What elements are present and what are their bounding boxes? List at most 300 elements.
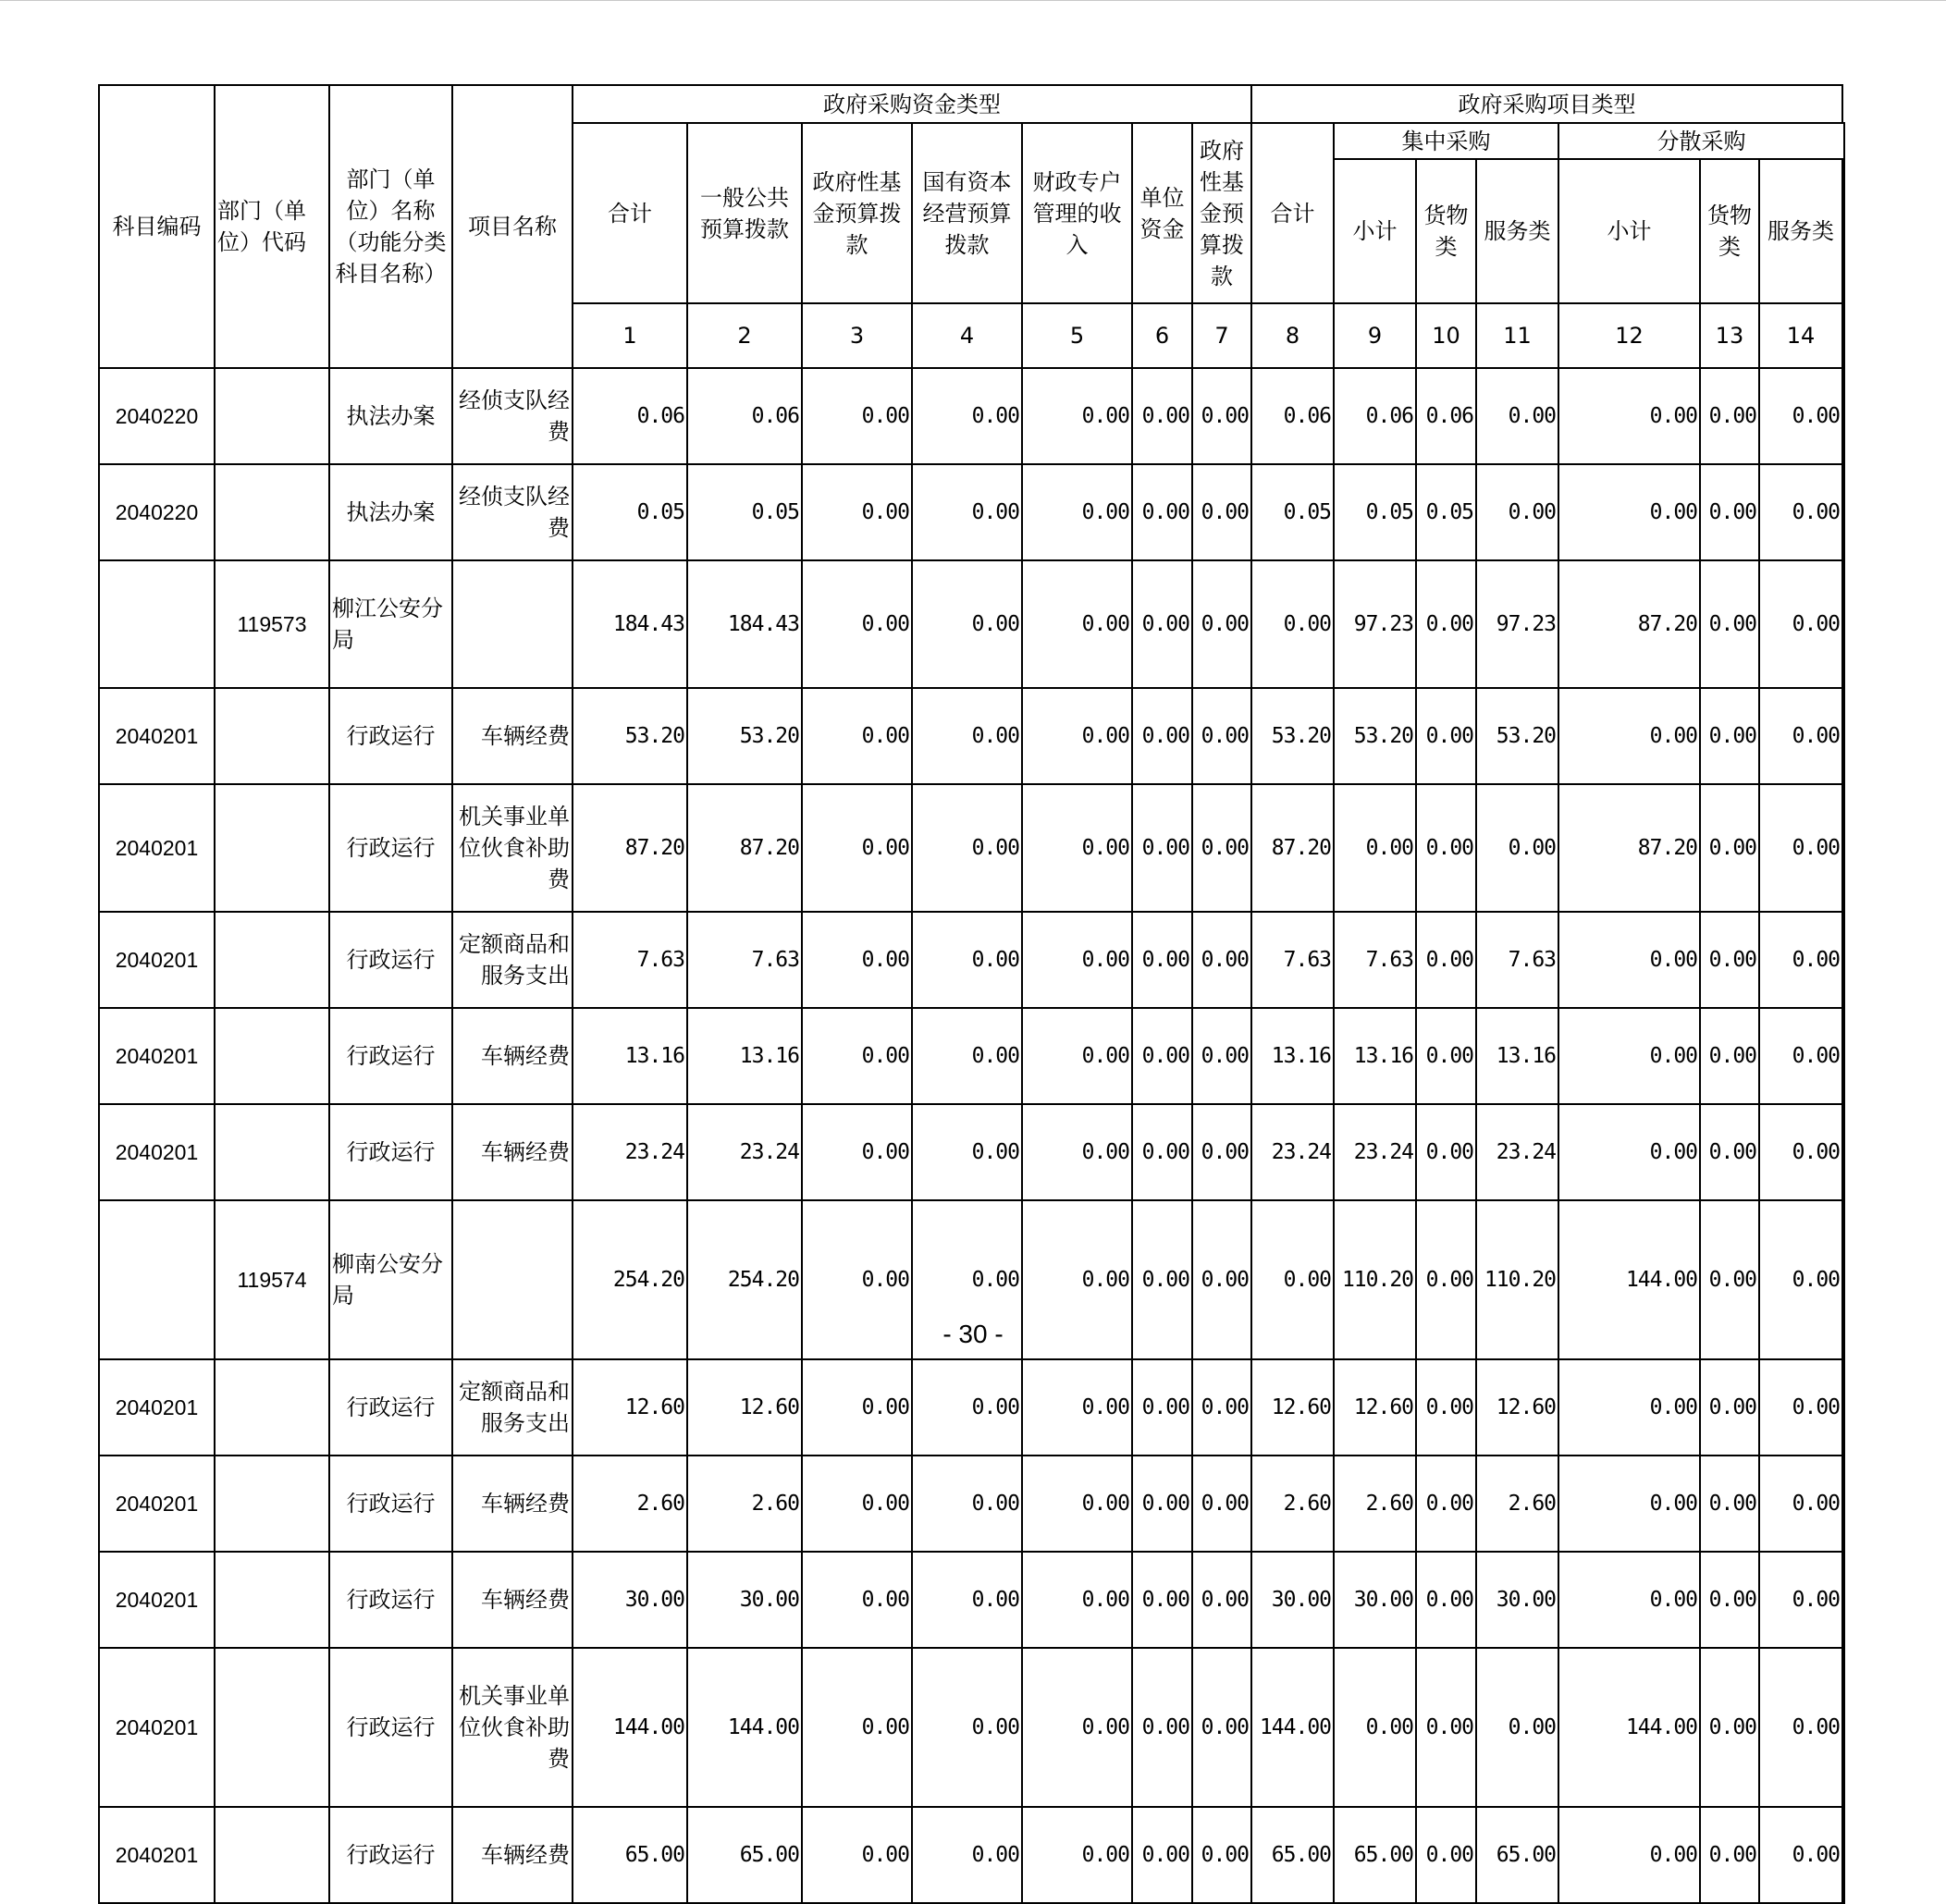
value-cell: 0.00 [1416, 1008, 1476, 1104]
table-row [99, 912, 1844, 1008]
table-row [99, 368, 1844, 464]
value-cell: 12.60 [1334, 1359, 1416, 1456]
value-cell: 0.00 [1700, 1200, 1759, 1359]
value-cell: 0.00 [1759, 464, 1842, 560]
value-cell: 0.00 [912, 688, 1022, 784]
value-cell: 23.24 [573, 1104, 687, 1200]
value-cell: 0.00 [1759, 1552, 1842, 1648]
value-cell: 2.60 [687, 1456, 802, 1552]
dept-name-cell: 行政运行 [329, 1104, 452, 1200]
value-cell: 0.00 [912, 1456, 1022, 1552]
value-cell: 110.20 [1476, 1200, 1558, 1359]
subject-code-cell: 2040201 [99, 688, 215, 784]
value-cell: 0.00 [802, 368, 912, 464]
value-cell: 0.00 [1476, 368, 1558, 464]
header-d-services: 服务类 [1759, 159, 1842, 303]
value-cell: 0.00 [1700, 464, 1759, 560]
value-cell: 0.00 [912, 560, 1022, 688]
value-cell: 184.43 [687, 560, 802, 688]
header-dept-code: 部门（单位）代码 [215, 85, 329, 368]
value-cell: 13.16 [687, 1008, 802, 1104]
value-cell: 0.00 [1192, 912, 1251, 1008]
value-cell: 0.00 [912, 368, 1022, 464]
value-cell: 0.00 [802, 464, 912, 560]
dept-name-cell: 执法办案 [329, 368, 452, 464]
value-cell: 0.00 [912, 1648, 1022, 1807]
value-cell: 23.24 [1251, 1104, 1334, 1200]
column-number: 11 [1476, 303, 1558, 368]
value-cell: 0.00 [1132, 1456, 1192, 1552]
value-cell: 0.00 [1022, 1552, 1132, 1648]
project-name-cell: 车辆经费 [452, 1008, 573, 1104]
column-number: 12 [1558, 303, 1700, 368]
value-cell: 144.00 [1558, 1648, 1700, 1807]
value-cell [1842, 368, 1844, 464]
value-cell: 0.00 [1022, 1359, 1132, 1456]
column-number: 8 [1251, 303, 1334, 368]
dept-name-cell: 行政运行 [329, 688, 452, 784]
project-name-cell: 机关事业单位伙食补助费 [452, 784, 573, 912]
value-cell: 0.00 [1416, 1200, 1476, 1359]
header-state-capital: 国有资本经营预算拨款 [912, 123, 1022, 303]
header-total-fund: 合计 [573, 123, 687, 303]
dept-name-cell: 行政运行 [329, 912, 452, 1008]
value-cell: 0.00 [1192, 1456, 1251, 1552]
value-cell: 0.05 [1334, 464, 1416, 560]
dept-code-cell [215, 368, 329, 464]
value-cell: 0.00 [1416, 1648, 1476, 1807]
header-d-subtotal: 小计 [1558, 159, 1700, 303]
dept-name-cell: 柳江公安分局 [329, 560, 452, 688]
value-cell: 0.00 [1022, 560, 1132, 688]
value-cell [1842, 688, 1844, 784]
value-cell: 53.20 [1334, 688, 1416, 784]
value-cell: 0.00 [1022, 1008, 1132, 1104]
value-cell: 13.16 [573, 1008, 687, 1104]
value-cell: 0.00 [1132, 784, 1192, 912]
value-cell: 0.06 [573, 368, 687, 464]
table-row [99, 1104, 1844, 1200]
value-cell: 23.24 [687, 1104, 802, 1200]
value-cell [1842, 1648, 1844, 1807]
value-cell: 0.00 [1759, 368, 1842, 464]
value-cell: 0.00 [1022, 464, 1132, 560]
value-cell: 110.20 [1334, 1200, 1416, 1359]
subject-code-cell: 2040201 [99, 784, 215, 912]
value-cell: 0.00 [802, 1552, 912, 1648]
value-cell: 0.06 [1334, 368, 1416, 464]
column-number: 3 [802, 303, 912, 368]
value-cell: 0.00 [1132, 1807, 1192, 1903]
value-cell: 0.00 [1416, 1359, 1476, 1456]
column-number: 13 [1700, 303, 1759, 368]
value-cell: 0.00 [1192, 1200, 1251, 1359]
value-cell: 0.00 [1132, 688, 1192, 784]
value-cell: 30.00 [1334, 1552, 1416, 1648]
value-cell [1842, 1456, 1844, 1552]
header-unit-funds: 单位资金 [1132, 123, 1192, 303]
value-cell: 0.00 [802, 1648, 912, 1807]
value-cell: 0.00 [1558, 1104, 1700, 1200]
value-cell: 13.16 [1334, 1008, 1416, 1104]
subject-code-cell [99, 560, 215, 688]
value-cell: 0.00 [1759, 912, 1842, 1008]
project-name-cell: 车辆经费 [452, 688, 573, 784]
value-cell: 0.00 [1022, 1200, 1132, 1359]
value-cell: 0.00 [1192, 784, 1251, 912]
value-cell: 87.20 [1558, 560, 1700, 688]
value-cell: 0.00 [1558, 1807, 1700, 1903]
value-cell: 0.00 [1251, 560, 1334, 688]
value-cell: 0.00 [1476, 784, 1558, 912]
subject-code-cell: 2040201 [99, 1359, 215, 1456]
value-cell: 0.00 [912, 784, 1022, 912]
value-cell: 0.00 [912, 1104, 1022, 1200]
value-cell: 0.05 [573, 464, 687, 560]
value-cell: 0.00 [1416, 1807, 1476, 1903]
project-name-cell: 车辆经费 [452, 1104, 573, 1200]
dept-name-cell: 行政运行 [329, 1552, 452, 1648]
value-cell [1842, 1359, 1844, 1456]
value-cell: 0.00 [912, 1008, 1022, 1104]
value-cell: 0.00 [1022, 784, 1132, 912]
subject-code-cell: 2040201 [99, 1807, 215, 1903]
value-cell: 0.00 [1700, 368, 1759, 464]
value-cell: 0.00 [1700, 1104, 1759, 1200]
header-c-goods: 货物类 [1416, 159, 1476, 303]
value-cell: 0.00 [1700, 688, 1759, 784]
value-cell: 0.05 [1416, 464, 1476, 560]
value-cell: 97.23 [1476, 560, 1558, 688]
header-general-budget: 一般公共预算拨款 [687, 123, 802, 303]
project-name-cell: 经侦支队经费 [452, 464, 573, 560]
value-cell: 0.00 [1759, 1008, 1842, 1104]
value-cell: 0.00 [1759, 1359, 1842, 1456]
value-cell: 65.00 [573, 1807, 687, 1903]
value-cell: 0.00 [1132, 368, 1192, 464]
value-cell: 0.00 [1416, 912, 1476, 1008]
value-cell: 0.00 [1416, 1552, 1476, 1648]
value-cell: 0.00 [1759, 1648, 1842, 1807]
value-cell: 0.00 [1558, 464, 1700, 560]
table-row [99, 1456, 1844, 1552]
value-cell: 53.20 [1251, 688, 1334, 784]
value-cell: 65.00 [1251, 1807, 1334, 1903]
value-cell: 87.20 [1251, 784, 1334, 912]
value-cell: 0.00 [1759, 1807, 1842, 1903]
value-cell: 144.00 [573, 1648, 687, 1807]
project-name-cell: 机关事业单位伙食补助费 [452, 1648, 573, 1807]
subject-code-cell: 2040201 [99, 1552, 215, 1648]
value-cell: 0.00 [1759, 560, 1842, 688]
value-cell: 2.60 [573, 1456, 687, 1552]
value-cell: 0.05 [687, 464, 802, 560]
value-cell: 0.00 [1700, 784, 1759, 912]
dept-code-cell [215, 1648, 329, 1807]
value-cell: 254.20 [687, 1200, 802, 1359]
value-cell: 0.00 [1132, 1104, 1192, 1200]
table-header [99, 85, 1844, 368]
table-row [99, 1648, 1844, 1807]
value-cell: 0.00 [1192, 1807, 1251, 1903]
value-cell: 0.00 [802, 1807, 912, 1903]
column-number: 4 [912, 303, 1022, 368]
value-cell: 30.00 [1251, 1552, 1334, 1648]
value-cell: 0.06 [1251, 368, 1334, 464]
value-cell: 0.06 [1416, 368, 1476, 464]
dept-code-cell [215, 1359, 329, 1456]
value-cell: 0.00 [802, 560, 912, 688]
value-cell: 0.00 [912, 1807, 1022, 1903]
dept-code-cell [215, 1008, 329, 1104]
value-cell: 0.00 [1558, 1552, 1700, 1648]
value-cell: 0.06 [687, 368, 802, 464]
value-cell: 0.00 [1476, 464, 1558, 560]
dept-code-cell: 119573 [215, 560, 329, 688]
value-cell: 7.63 [687, 912, 802, 1008]
value-cell: 23.24 [1476, 1104, 1558, 1200]
value-cell [1842, 1552, 1844, 1648]
value-cell: 0.00 [1132, 1648, 1192, 1807]
subject-code-cell: 2040220 [99, 368, 215, 464]
value-cell: 0.00 [1759, 688, 1842, 784]
dept-name-cell: 柳南公安分局 [329, 1200, 452, 1359]
value-cell [1842, 784, 1844, 912]
value-cell: 0.00 [1192, 1552, 1251, 1648]
value-cell: 0.00 [1192, 560, 1251, 688]
value-cell [1842, 1807, 1844, 1903]
value-cell: 53.20 [1476, 688, 1558, 784]
value-cell: 87.20 [687, 784, 802, 912]
project-name-cell: 定额商品和服务支出 [452, 912, 573, 1008]
value-cell: 0.00 [1132, 1008, 1192, 1104]
dept-code-cell [215, 1456, 329, 1552]
page-number: - 30 - [942, 1320, 1004, 1348]
dept-name-cell: 行政运行 [329, 1648, 452, 1807]
header-d-services-2 [1842, 159, 1844, 303]
table-row [99, 1359, 1844, 1456]
value-cell: 2.60 [1476, 1456, 1558, 1552]
column-number: 1 [573, 303, 687, 368]
table-body [99, 368, 1844, 1903]
value-cell: 0.00 [1476, 1648, 1558, 1807]
header-project-name: 项目名称 [452, 85, 573, 368]
value-cell: 0.00 [912, 464, 1022, 560]
project-name-cell: 定额商品和服务支出 [452, 1359, 573, 1456]
top-border-line [0, 0, 1946, 1]
column-number: 9 [1334, 303, 1416, 368]
value-cell: 0.00 [1700, 1359, 1759, 1456]
value-cell: 0.00 [912, 1359, 1022, 1456]
value-cell: 0.00 [1416, 560, 1476, 688]
value-cell: 144.00 [1558, 1200, 1700, 1359]
value-cell: 0.00 [1132, 1552, 1192, 1648]
value-cell: 0.00 [1022, 1807, 1132, 1903]
table-row [99, 1552, 1844, 1648]
value-cell: 12.60 [573, 1359, 687, 1456]
header-decentralized: 分散采购 [1558, 123, 1844, 159]
value-cell: 0.00 [912, 1552, 1022, 1648]
value-cell: 0.00 [912, 912, 1022, 1008]
value-cell: 0.00 [1192, 688, 1251, 784]
header-dept-name: 部门（单位）名称（功能分类科目名称） [329, 85, 452, 368]
value-cell: 184.43 [573, 560, 687, 688]
table-row [99, 464, 1844, 560]
value-cell [1842, 912, 1844, 1008]
value-cell: 0.00 [1334, 784, 1416, 912]
value-cell [1842, 464, 1844, 560]
subject-code-cell: 2040201 [99, 1456, 215, 1552]
value-cell: 0.00 [1759, 784, 1842, 912]
value-cell: 0.00 [1022, 1104, 1132, 1200]
value-cell: 0.00 [1251, 1200, 1334, 1359]
value-cell: 0.00 [1192, 1008, 1251, 1104]
value-cell: 0.00 [1192, 464, 1251, 560]
project-name-cell: 车辆经费 [452, 1456, 573, 1552]
value-cell: 0.00 [1558, 1456, 1700, 1552]
value-cell: 0.00 [1022, 688, 1132, 784]
procurement-budget-table [98, 84, 1845, 1904]
value-cell: 0.00 [1022, 912, 1132, 1008]
value-cell: 12.60 [687, 1359, 802, 1456]
value-cell: 0.00 [1416, 1456, 1476, 1552]
dept-code-cell [215, 784, 329, 912]
value-cell: 0.00 [802, 1456, 912, 1552]
value-cell [1842, 1104, 1844, 1200]
value-cell: 0.00 [802, 1008, 912, 1104]
value-cell: 12.60 [1251, 1359, 1334, 1456]
column-number: 6 [1132, 303, 1192, 368]
value-cell: 0.00 [1700, 560, 1759, 688]
value-cell: 13.16 [1251, 1008, 1334, 1104]
value-cell: 0.00 [1192, 368, 1251, 464]
dept-name-cell: 行政运行 [329, 1456, 452, 1552]
value-cell: 0.00 [1558, 1359, 1700, 1456]
value-cell: 30.00 [687, 1552, 802, 1648]
value-cell: 0.00 [1700, 912, 1759, 1008]
column-number: 5 [1022, 303, 1132, 368]
value-cell: 30.00 [1476, 1552, 1558, 1648]
value-cell: 0.00 [1558, 688, 1700, 784]
header-subject-code: 科目编码 [99, 85, 215, 368]
value-cell: 7.63 [1334, 912, 1416, 1008]
dept-code-cell [215, 1807, 329, 1903]
value-cell: 23.24 [1334, 1104, 1416, 1200]
table-row [99, 560, 1844, 688]
value-cell: 13.16 [1476, 1008, 1558, 1104]
value-cell: 0.00 [1022, 1648, 1132, 1807]
header-special-account: 财政专户管理的收入 [1022, 123, 1132, 303]
value-cell: 0.00 [1700, 1456, 1759, 1552]
dept-name-cell: 行政运行 [329, 784, 452, 912]
value-cell: 2.60 [1251, 1456, 1334, 1552]
value-cell: 7.63 [1251, 912, 1334, 1008]
value-cell: 0.00 [802, 1200, 912, 1359]
header-c-services: 服务类 [1476, 159, 1558, 303]
dept-name-cell: 执法办案 [329, 464, 452, 560]
dept-code-cell: 119574 [215, 1200, 329, 1359]
value-cell: 254.20 [573, 1200, 687, 1359]
value-cell [1842, 1008, 1844, 1104]
project-name-cell [452, 560, 573, 688]
project-name-cell: 车辆经费 [452, 1552, 573, 1648]
column-number: 7 [1192, 303, 1251, 368]
subject-code-cell: 2040201 [99, 912, 215, 1008]
value-cell: 0.00 [1192, 1359, 1251, 1456]
value-cell: 144.00 [1251, 1648, 1334, 1807]
value-cell: 0.00 [912, 1200, 1022, 1359]
value-cell: 0.00 [802, 1359, 912, 1456]
dept-code-cell [215, 688, 329, 784]
table-row [99, 1807, 1844, 1903]
value-cell: 0.00 [1759, 1104, 1842, 1200]
value-cell: 7.63 [1476, 912, 1558, 1008]
table-row [99, 688, 1844, 784]
dept-name-cell: 行政运行 [329, 1807, 452, 1903]
value-cell [1842, 560, 1844, 688]
value-cell: 0.00 [802, 1104, 912, 1200]
value-cell: 0.00 [802, 784, 912, 912]
value-cell: 65.00 [687, 1807, 802, 1903]
dept-code-cell [215, 912, 329, 1008]
dept-code-cell [215, 1104, 329, 1200]
dept-code-cell [215, 464, 329, 560]
value-cell: 53.20 [573, 688, 687, 784]
table-row [99, 1008, 1844, 1104]
dept-name-cell: 行政运行 [329, 1359, 452, 1456]
column-number: 2 [687, 303, 802, 368]
value-cell: 0.00 [1558, 912, 1700, 1008]
value-cell: 0.00 [802, 688, 912, 784]
value-cell: 0.00 [1192, 1648, 1251, 1807]
value-cell: 0.00 [1700, 1008, 1759, 1104]
value-cell: 0.00 [1334, 1648, 1416, 1807]
header-d-goods: 货物类 [1700, 159, 1759, 303]
value-cell: 0.00 [1416, 784, 1476, 912]
header-fund-type-group: 政府采购资金类型 [573, 85, 1251, 123]
value-cell: 0.00 [1700, 1807, 1759, 1903]
column-number: 10 [1416, 303, 1476, 368]
value-cell: 0.00 [1132, 1200, 1192, 1359]
value-cell: 0.00 [1416, 1104, 1476, 1200]
header-project-type-group: 政府采购项目类型 [1251, 85, 1842, 123]
dept-name-cell: 行政运行 [329, 1008, 452, 1104]
column-number: 14 [1759, 303, 1842, 368]
value-cell: 0.00 [1416, 688, 1476, 784]
value-cell: 30.00 [573, 1552, 687, 1648]
subject-code-cell: 2040201 [99, 1648, 215, 1807]
value-cell: 0.00 [1700, 1552, 1759, 1648]
value-cell: 0.00 [1022, 1456, 1132, 1552]
value-cell: 0.00 [1700, 1648, 1759, 1807]
header-gov-fund: 政府性基金预算拨款 [802, 123, 912, 303]
value-cell: 65.00 [1334, 1807, 1416, 1903]
value-cell: 53.20 [687, 688, 802, 784]
value-cell: 0.00 [1558, 368, 1700, 464]
project-name-cell: 经侦支队经费 [452, 368, 573, 464]
value-cell: 65.00 [1476, 1807, 1558, 1903]
value-cell: 144.00 [687, 1648, 802, 1807]
value-cell: 0.00 [1132, 1359, 1192, 1456]
value-cell: 97.23 [1334, 560, 1416, 688]
value-cell: 0.00 [1132, 912, 1192, 1008]
value-cell: 0.00 [1759, 1456, 1842, 1552]
value-cell: 7.63 [573, 912, 687, 1008]
table-row [99, 784, 1844, 912]
value-cell: 0.00 [1759, 1200, 1842, 1359]
value-cell: 0.00 [1192, 1104, 1251, 1200]
value-cell: 12.60 [1476, 1359, 1558, 1456]
